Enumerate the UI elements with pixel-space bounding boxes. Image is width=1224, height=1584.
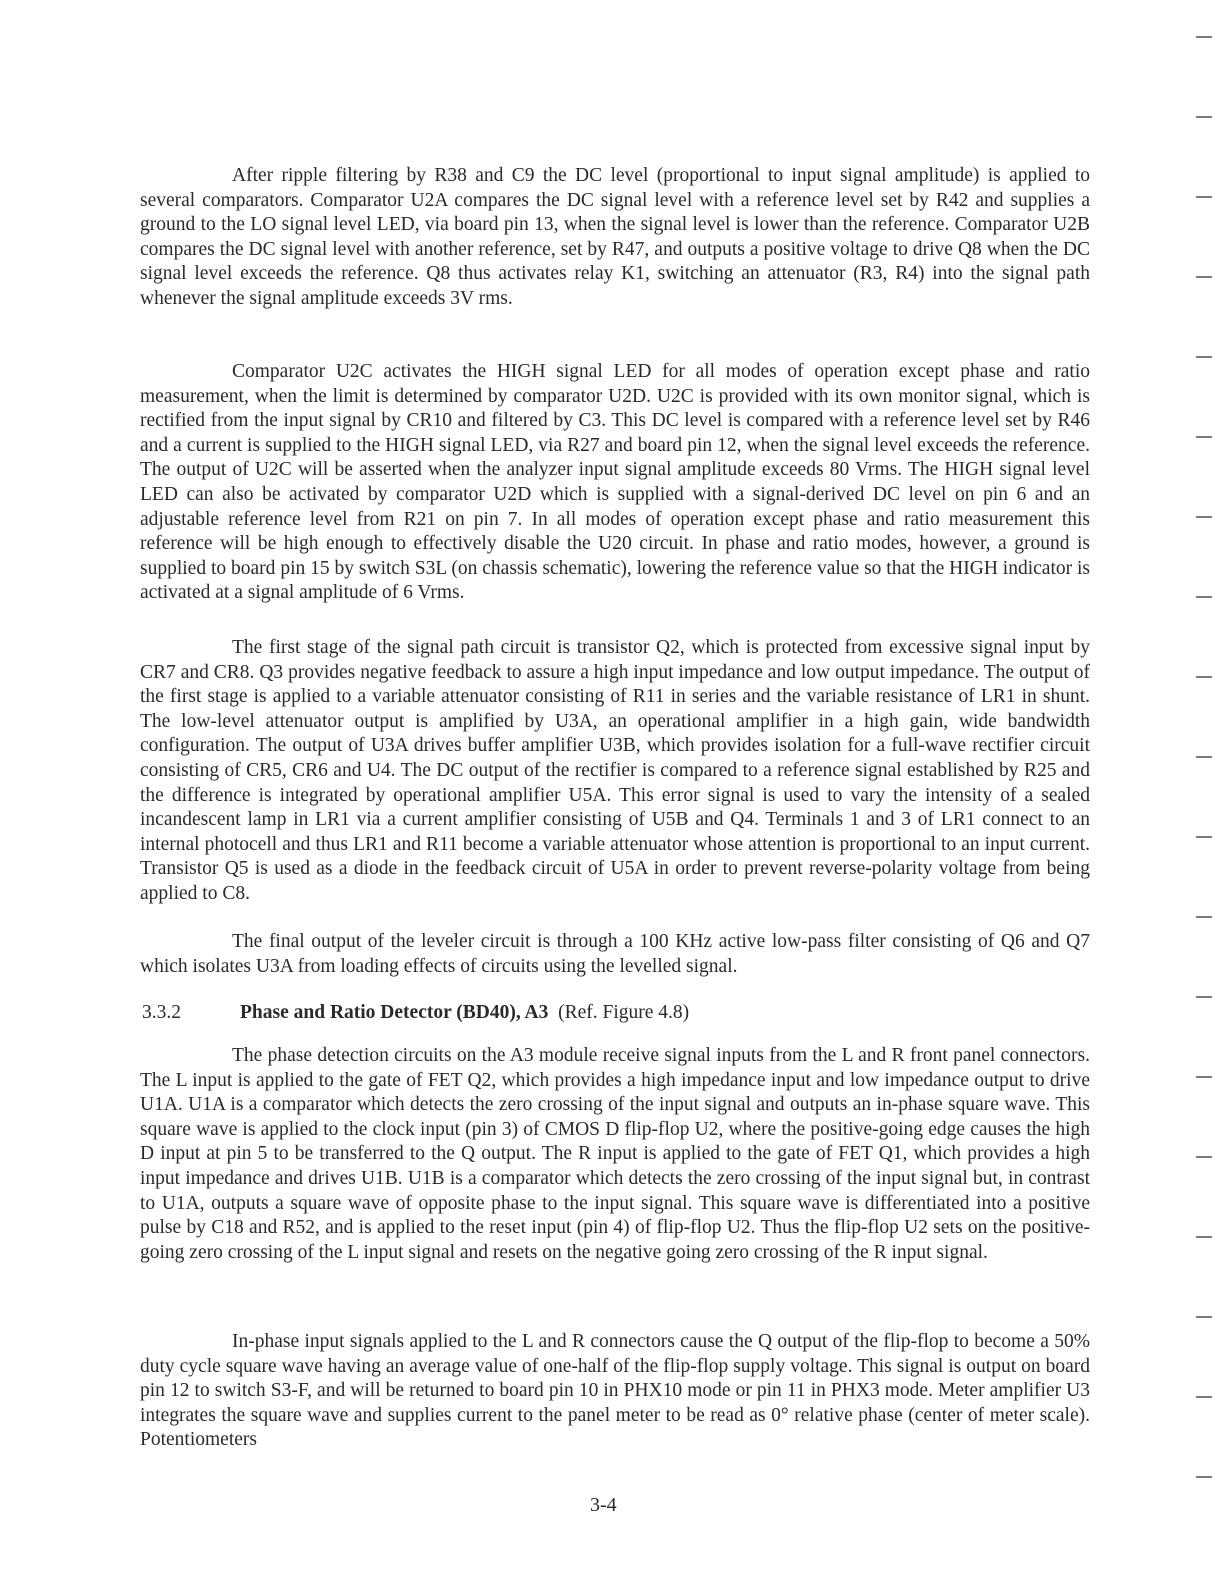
section-number: 3.3.2 <box>142 1002 181 1023</box>
edge-mark <box>1196 196 1212 198</box>
edge-mark <box>1196 356 1212 358</box>
section-title: Phase and Ratio Detector (BD40), A3 <box>240 1002 549 1023</box>
scan-edge-marks <box>1192 30 1212 1550</box>
edge-mark <box>1196 1156 1212 1158</box>
page-number: 3-4 <box>590 1494 617 1516</box>
edge-mark <box>1196 36 1212 38</box>
edge-mark <box>1196 836 1212 838</box>
section-heading <box>142 1000 1042 1026</box>
edge-mark <box>1196 516 1212 518</box>
edge-mark <box>1196 1396 1212 1398</box>
edge-mark <box>1196 676 1212 678</box>
edge-mark <box>1196 1076 1212 1078</box>
edge-mark <box>1196 916 1212 918</box>
paragraph-leveler-output: The final output of the leveler circuit is through a 100 KHz active low-pass filter consisting of Q6 and Q7 which isolates U3A from loading effects of circuits using the levelled signal. <box>140 931 1090 977</box>
paragraph-comparators: After ripple filtering by R38 and C9 the DC level (proportional to input signal amplitude) is applied to several comparators. Comparator U2A compares the DC signal level with a reference level set by R42 and supplies a ground to the LO signal level LED, via board pin 13, when the signal level is lower than the reference. Comparator U2B compares the DC signal level with another reference, set by R47, and outputs a positive voltage to drive Q8 when the DC signal level exceeds the reference. Q8 thus activates relay K1, switching an attenuator (R3, R4) into the signal path whenever the signal amplitude exceeds 3V rms. <box>140 165 1090 309</box>
edge-mark <box>1196 1476 1212 1478</box>
paragraph-in-phase-signals: In-phase input signals applied to the L and R connectors cause the Q output of the flip-flop to become a 50% duty cycle square wave having an average value of one-half of the flip-flop supply voltage. This signal is output on board pin 12 to switch S3-F, and will be returned to board pin 10 in PHX10 mode or pin 11 in PHX3 mode. Meter amplifier U3 integrates the square wave and supplies current to the panel meter to be read as 0° relative phase (center of meter scale). Potentiometers <box>140 1331 1090 1451</box>
paragraph-high-signal-led: Comparator U2C activates the HIGH signal LED for all modes of operation except phase and ratio measurement, when the limit is determined by comparator U2D. U2C is provided with its own monitor signal, which is rectified from the input signal by CR10 and filtered by C3. This DC level is compared with a reference level set by R46 and a current is supplied to the HIGH signal LED, via R27 and board pin 12, when the signal level exceeds the reference. The output of U2C will be asserted when the analyzer input signal amplitude exceeds 80 Vrms. The HIGH signal level LED can also be activated by comparator U2D which is supplied with a signal-derived DC level on pin 6 and an adjustable reference level from R21 on pin 7. In all modes of operation except phase and ratio measurement this reference will be high enough to effectively disable the U20 circuit. In phase and ratio modes, however, a ground is supplied to board pin 15 by switch S3L (on chassis schematic), lowering the reference value so that the HIGH indicator is activated at a signal amplitude of 6 Vrms. <box>140 361 1090 604</box>
paragraph-phase-detection: The phase detection circuits on the A3 module receive signal inputs from the L and R front panel connectors. The L input is applied to the gate of FET Q2, which provides a high impedance input and low impedance output to drive U1A. U1A is a comparator which detects the zero crossing of the input signal and outputs an in-phase square wave. This square wave is applied to the clock input (pin 3) of CMOS D flip-flop U2, where the positive-going edge causes the high D input at pin 5 to be transferred to the Q output. The R input is applied to the gate of FET Q1, which provides a high input impedance and drives U1B. U1B is a comparator which detects the zero crossing of the input signal but, in contrast to U1A, outputs a square wave of opposite phase to the input signal. This square wave is differentiated into a positive pulse by C18 and R52, and is applied to the reset input (pin 4) of flip-flop U2. Thus the flip-flop U2 sets on the positive-going zero crossing of the L input signal and resets on the negative going zero crossing of the R input signal. <box>140 1045 1090 1263</box>
edge-mark <box>1196 116 1212 118</box>
edge-mark <box>1196 436 1212 438</box>
edge-mark <box>1196 756 1212 758</box>
edge-mark <box>1196 1316 1212 1318</box>
section-reference: (Ref. Figure 4.8) <box>558 1002 690 1023</box>
edge-mark <box>1196 1236 1212 1238</box>
edge-mark <box>1196 276 1212 278</box>
paragraph-signal-path: The first stage of the signal path circuit is transistor Q2, which is protected from excessive signal input by CR7 and CR8. Q3 provides negative feedback to assure a high input impedance and low output impedance. The output of the first stage is applied to a variable attenuator consisting of R11 in series and the variable resistance of LR1 in shunt. The low-level attenuator output is amplified by U3A, an operational amplifier in a high gain, wide bandwidth configuration. The output of U3A drives buffer amplifier U3B, which provides isolation for a full-wave rectifier circuit consisting of CR5, CR6 and U4. The DC output of the rectifier is compared to a reference signal established by R25 and the difference is integrated by operational amplifier U5A. This error signal is used to vary the intensity of a sealed incandescent lamp in LR1 via a current amplifier consisting of U5B and Q4. Terminals 1 and 3 of LR1 connect to an internal photocell and thus LR1 and R11 become a variable attenuator whose attention is proportional to an input current. Transistor Q5 is used as a diode in the feedback circuit of U5A in order to prevent reverse-polarity voltage from being applied to C8. <box>140 637 1090 904</box>
edge-mark <box>1196 996 1212 998</box>
edge-mark <box>1196 596 1212 598</box>
